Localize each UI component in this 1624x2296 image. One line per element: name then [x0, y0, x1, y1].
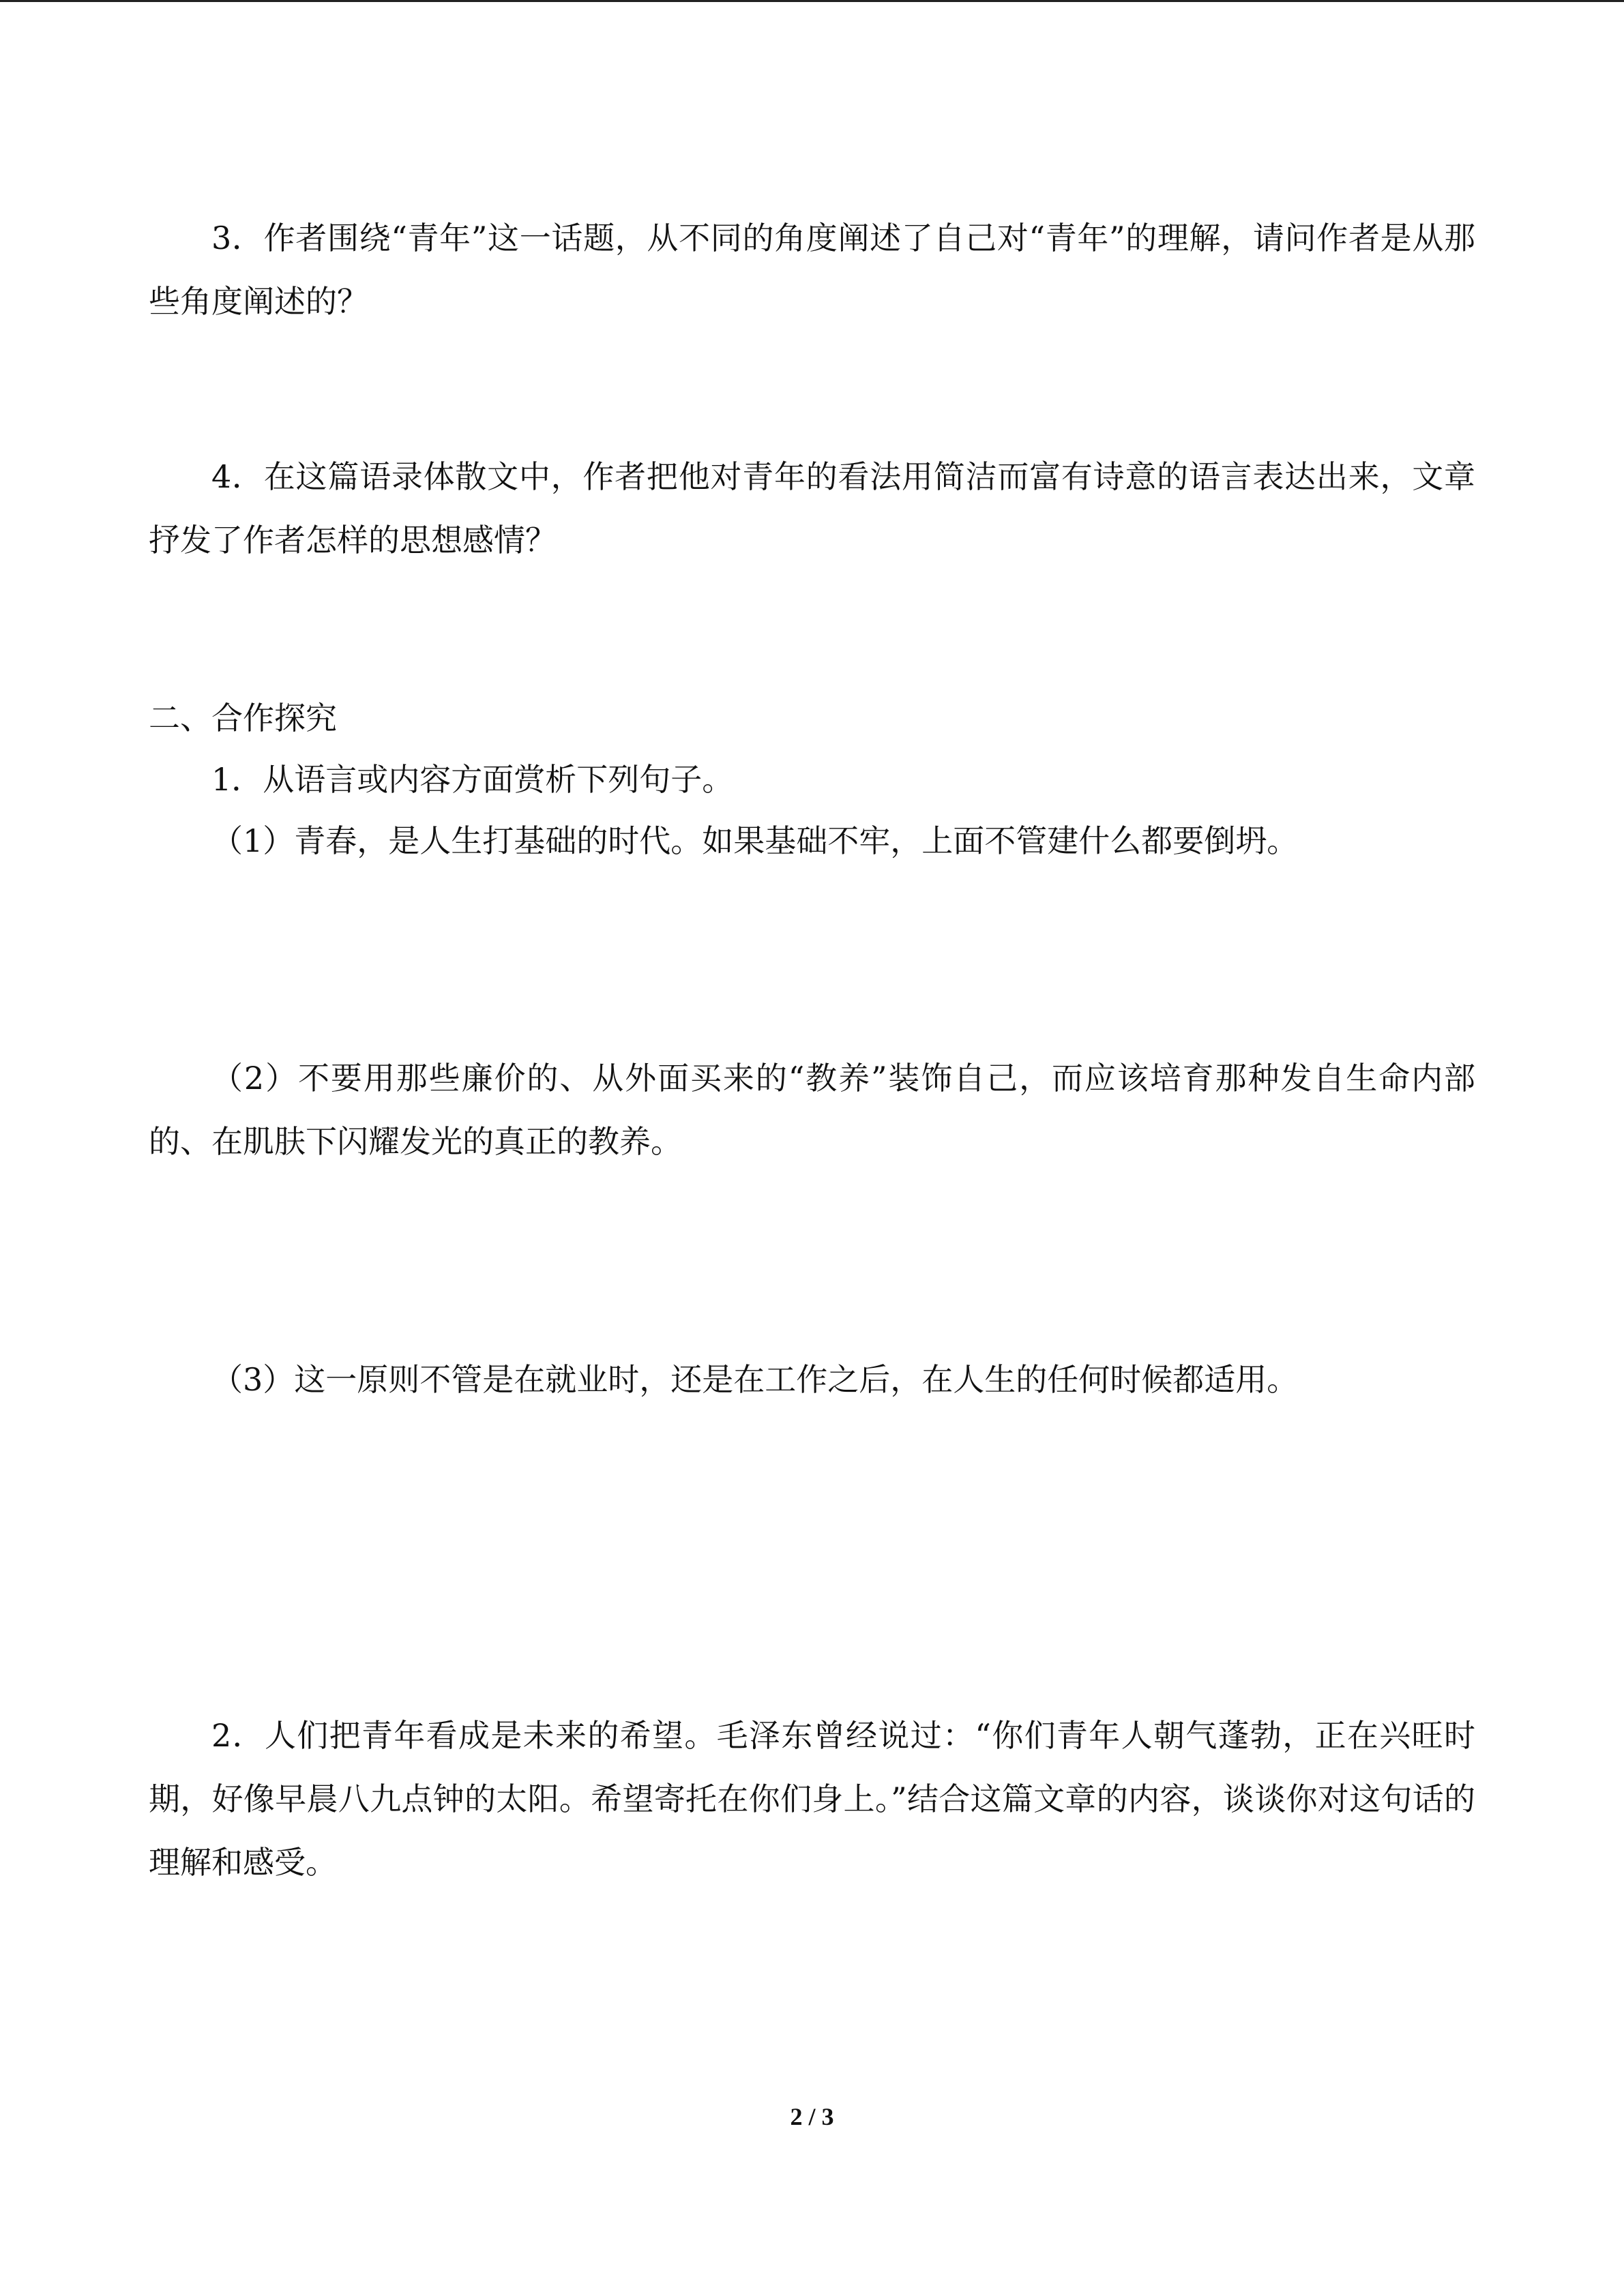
question-3: 3．作者围绕“青年”这一话题，从不同的角度阐述了自己对“青年”的理解，请问作者是从那些角度阐述的？ [149, 220, 1475, 320]
sentence-3: （3）这一原则不管是在就业时，还是在工作之后，在人生的任何时候都适用。 [211, 1361, 1299, 1398]
section-item-1: 1．从语言或内容方面赏析下列句子。 [211, 761, 734, 798]
section-heading: 二、合作探究 [149, 700, 337, 736]
page-number: 2 / 3 [790, 2103, 834, 2130]
sentence-1: （1）青春，是人生打基础的时代。如果基础不牢，上面不管建什么都要倒坍。 [211, 822, 1299, 859]
question-4: 4．在这篇语录体散文中，作者把他对青年的看法用简洁而富有诗意的语言表达出来，文章抒发了作者怎样的思想感情？ [149, 458, 1475, 558]
sentence-2: （2）不要用那些廉价的、从外面买来的“教养”装饰自己，而应该培育那种发自生命内部的、在肌肤下闪耀发光的真正的教养。 [149, 1060, 1475, 1160]
section-item-2: 2．人们把青年看成是未来的希望。毛泽东曾经说过：“你们青年人朝气蓬勃，正在兴旺时期，好像早晨八九点钟的太阳。希望寄托在你们身上。”结合这篇文章的内容，谈谈你对这句话的理解和感受。 [149, 1717, 1475, 1881]
